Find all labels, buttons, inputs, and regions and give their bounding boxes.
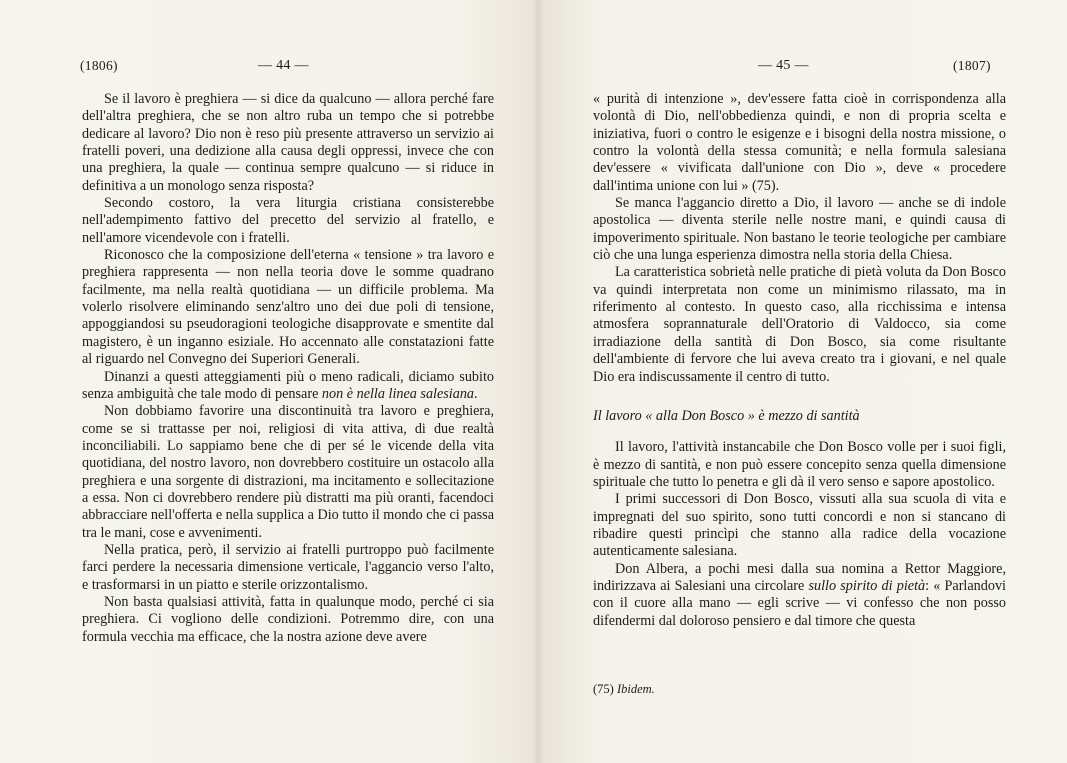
book-gutter bbox=[532, 0, 544, 763]
paragraph: La caratteristica sobrietà nelle pratiche di pietà voluta da Don Bosco va quindi interpretata non come un minimismo rilassato, ma in riferimento al contesto. In questo caso, alla ricchissima e intensa atmosfera soprannaturale dell'Oratorio di Valdocco, sia come irradiazione della santità di Don Bosco, sia come risultante dell'ambiente di fervore che lui aveva creato tra i giovani, e nel quale Dio era indiscussamente il centro di tutto. bbox=[593, 264, 1006, 385]
paragraph bbox=[593, 561, 1006, 630]
right-page-number: — 45 — bbox=[758, 58, 809, 73]
footnote bbox=[593, 682, 655, 697]
paragraph: Secondo costoro, la vera liturgia cristiana consisterebbe nell'adempimento fattivo del precetto del servizio al fratello, e nell'amore vicendevole con i fratelli. bbox=[82, 195, 494, 246]
paragraph: Non dobbiamo favorire una discontinuità tra lavoro e preghiera, come se si trattasse per noi, religiosi di vita attiva, di due realtà inconciliabili. Lo sappiamo bene che di per sé le vicende della vita quotidiana, del nostro lavoro, non dovrebbero costituire un ostacolo alla preghiera e una sorgente di distrazioni, ma incitamento e sollecitazione a essa. Non ci dovrebbero rendere più distratti ma più oranti, facendoci abbracciare nell'offerta e nella supplica a Dio tutto il mondo che ci passa tra le mani, cose e avvenimenti. bbox=[82, 403, 494, 541]
paragraph: « purità di intenzione », dev'essere fatta cioè in corrispondenza alla volontà di Dio, nell'obbedienza quindi, e non di propria scelta e iniziativa, fuori o contro le esigenze e i bisogni della nostra missione, o contro la volontà della stessa comunità; e nella formula salesiana dev'essere « vivificata dall'unione con Dio », deve « procedere dall'intima unione con lui » (75). bbox=[593, 91, 1006, 194]
left-page-number: — 44 — bbox=[258, 58, 309, 73]
paragraph: Se manca l'aggancio diretto a Dio, il lavoro — anche se di indole apostolica — diventa sterile nelle nostre mani, e quindi causa di impoverimento spirituale. Non bastano le teorie teologiche per cambiare ciò che una lunga esperienza dimostra nella storia della Chiesa. bbox=[593, 195, 1006, 264]
paragraph: I primi successori di Don Bosco, vissuti alla sua scuola di vita e impregnati del suo spirito, sono tutti concordi e non si stancano di ribadire questi princìpi che stanno alla radice della vocazione autenticamente salesiana. bbox=[593, 491, 1006, 560]
paragraph: Se il lavoro è preghiera — si dice da qualcuno — allora perché fare dell'altra preghiera, che se non altro ruba un tempo che si potrebbe dedicare al lavoro? Dio non è reso più presente attraverso un servizio ai fratelli poveri, una dedizione alla causa degli oppressi, invece che con una preghiera, la quale — continua sempre qualcuno — si riduce in definitiva a un monologo senza risposta? bbox=[82, 91, 494, 194]
paragraph-text: Don Albera, a pochi mesi dalla sua nomina a Rettor Maggiore, indirizzava ai Salesiani una circolare bbox=[593, 560, 1006, 594]
paragraph: Non basta qualsiasi attività, fatta in qualunque modo, perché ci sia preghiera. Ci vogliono delle condizioni. Potremmo dire, con una formula vecchia ma efficace, che la nostra azione deve avere bbox=[82, 593, 494, 645]
footnote-number: (75) bbox=[593, 682, 617, 696]
left-folio: (1806) bbox=[80, 58, 118, 73]
paragraph-text: : « Parlandovi con il cuore alla mano — egli scrive — vi confesso che non posso difendermi dal doloroso pensiero e dal timore che questa bbox=[593, 577, 1006, 629]
section-heading: Il lavoro « alla Don Bosco » è mezzo di santità bbox=[593, 407, 860, 424]
emphasis-text: non è nella linea salesiana bbox=[321, 385, 475, 402]
footnote-text: Ibidem. bbox=[616, 682, 655, 696]
paragraph: Nella pratica, però, il servizio ai fratelli purtroppo può facilmente farci perdere la necessaria dimensione verticale, l'aggancio verso l'alto, e trasformarsi in un piatto e sterile orizzontalismo. bbox=[82, 541, 494, 593]
paragraph: Riconosco che la composizione dell'eterna « tensione » tra lavoro e preghiera rappresenta — non nella teoria dove le somme quadrano facilmente, ma nella realtà quotidiana — un difficile problema. Ma volerlo risolvere eliminando senz'altro uno dei due poli di tensione, appoggiandosi su pseudoragioni teologiche disapprovate e smentite dal magistero, è un inganno esiziale. Ho accennato alle constatazioni fatte al riguardo nel Convegno dei Superiori Generali. bbox=[82, 247, 494, 368]
paragraph: Il lavoro, l'attività instancabile che Don Bosco volle per i suoi figli, è mezzo di santità, e non può essere concepito senza quella dimensione spirituale che tutto lo penetra e gli dà il vero senso e sapore apostolico. bbox=[593, 439, 1006, 490]
emphasis-text: sullo spirito di pietà bbox=[808, 577, 926, 594]
paragraph bbox=[82, 369, 494, 404]
right-folio: (1807) bbox=[953, 58, 991, 73]
paragraph-text: Dinanzi a questi atteggiamenti più o meno radicali, diciamo subito senza ambiguità che tale modo di pensare bbox=[82, 368, 494, 402]
paragraph-text: . bbox=[474, 385, 478, 402]
right-text-column bbox=[593, 91, 1006, 630]
left-text-column bbox=[82, 91, 494, 646]
